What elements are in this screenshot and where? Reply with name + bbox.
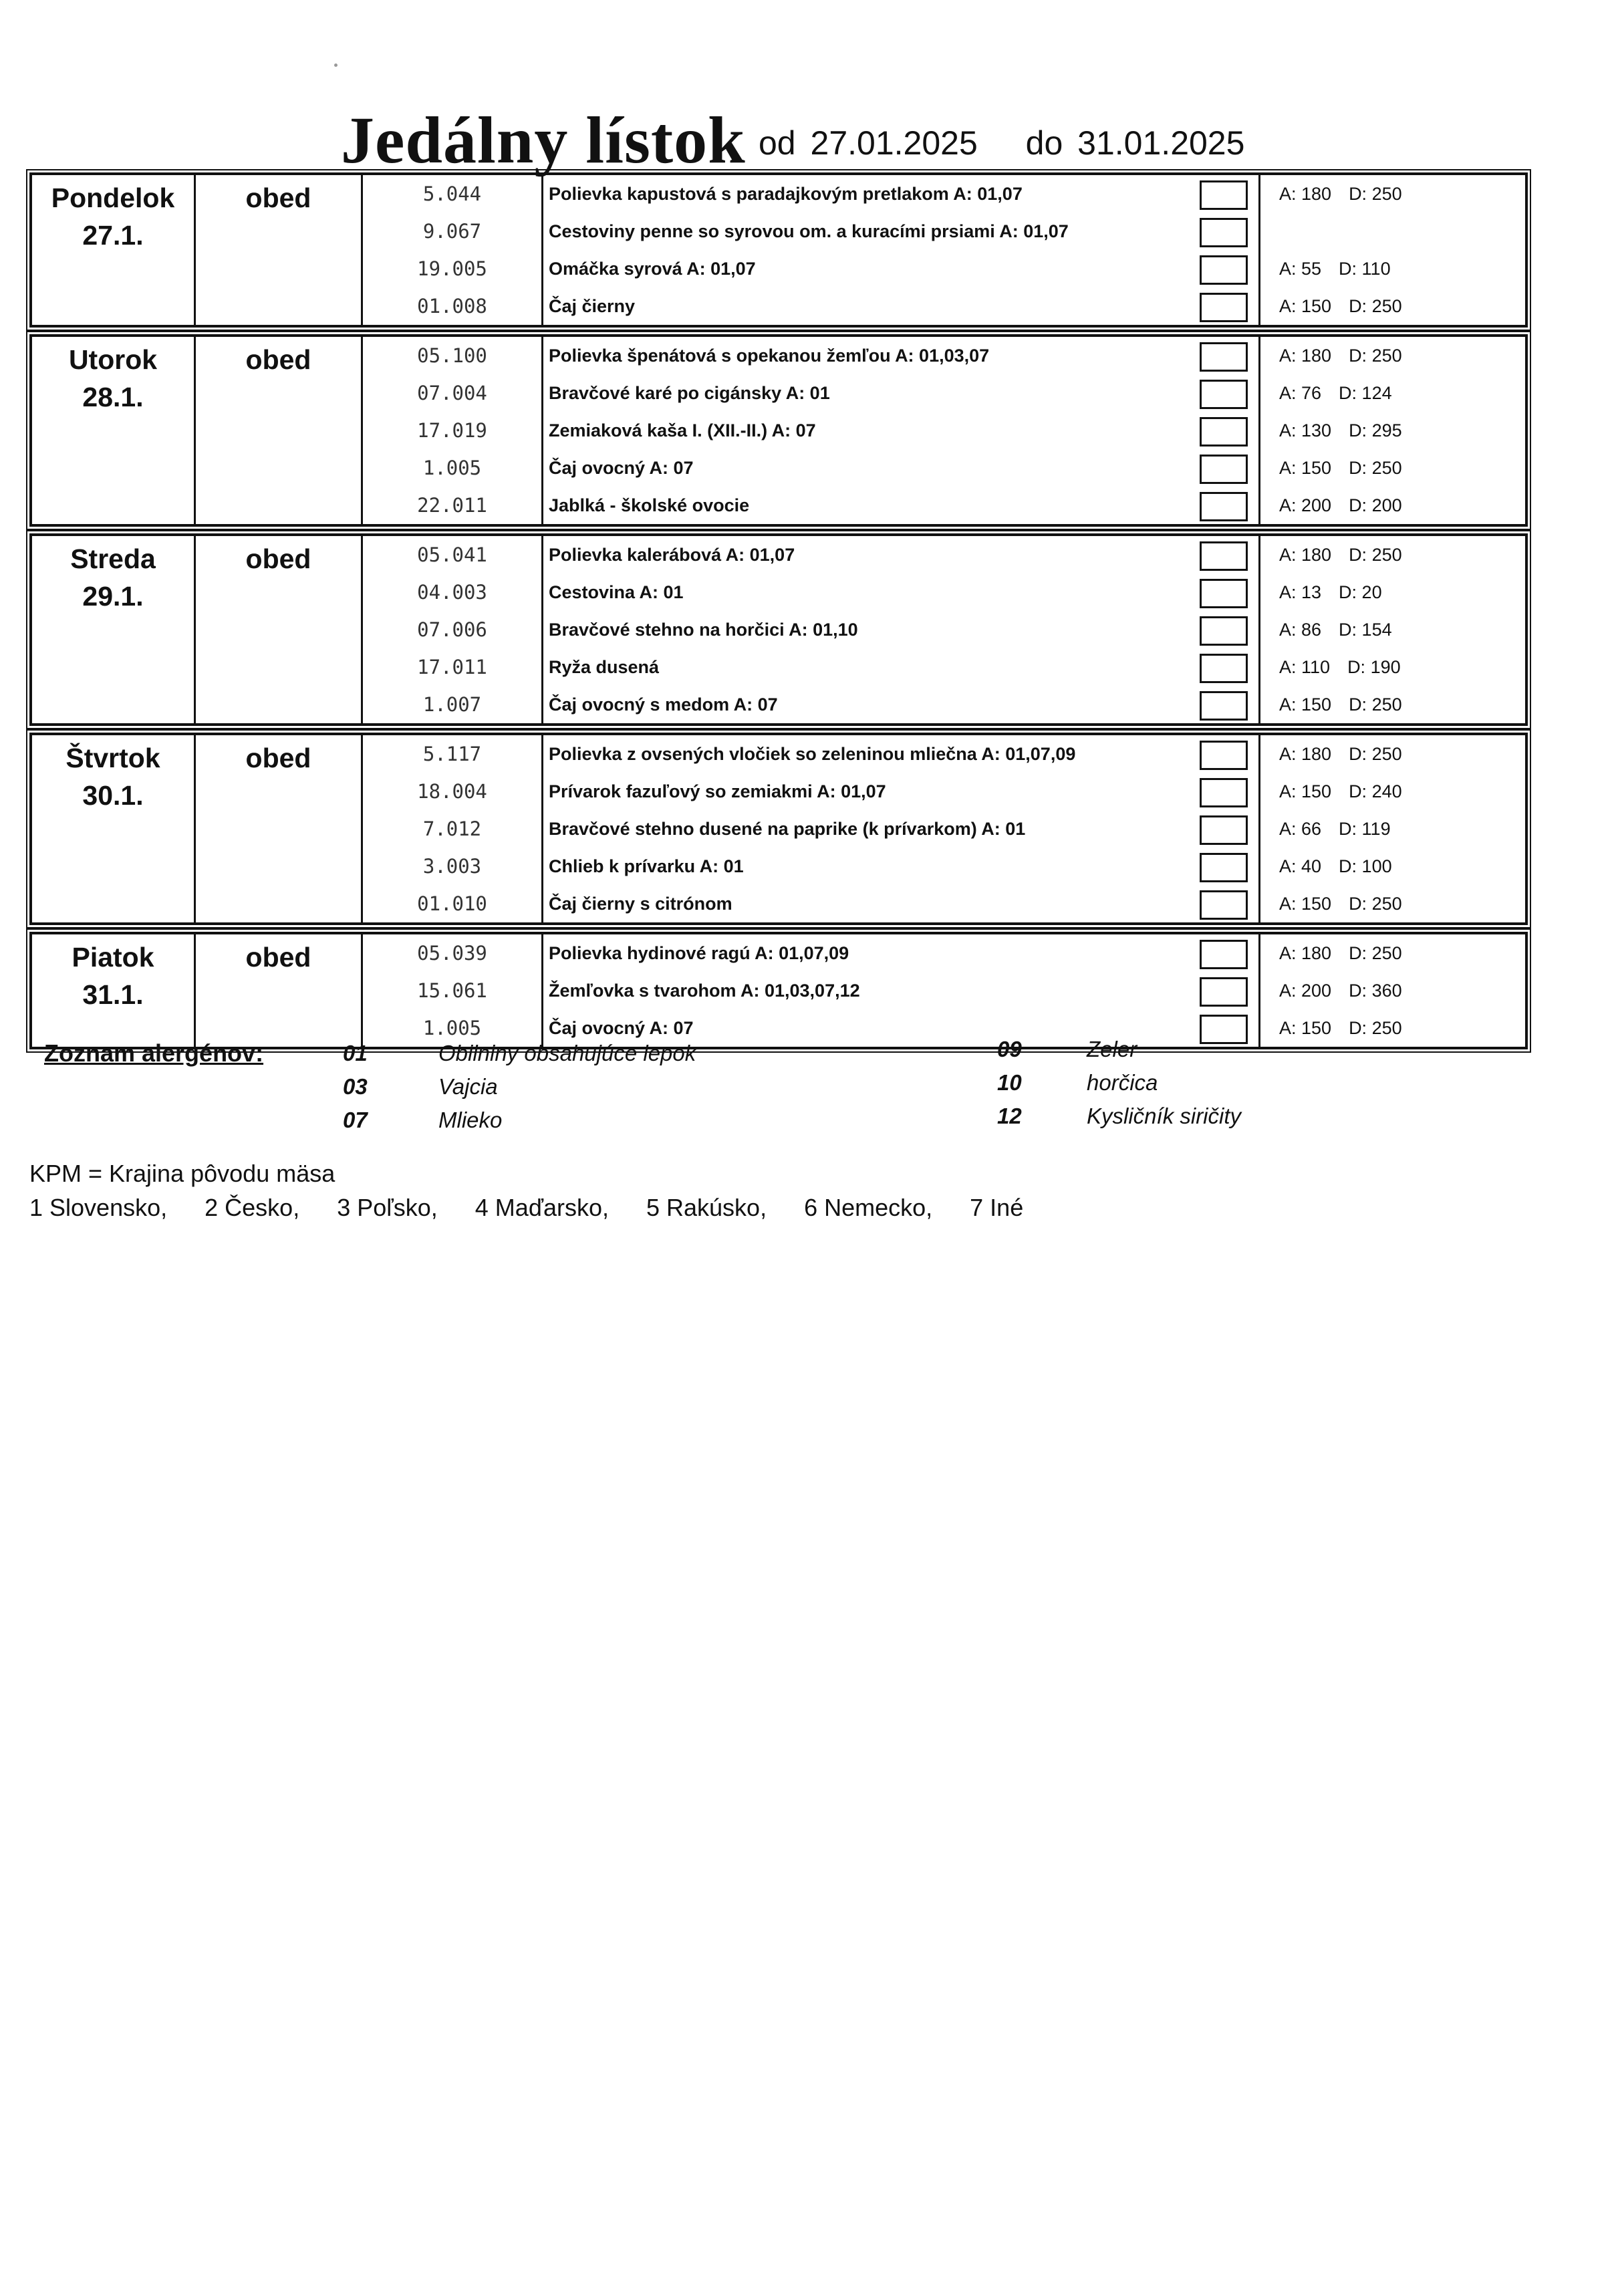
- menu-row: [363, 374, 1525, 412]
- dish-name: Omáčka syrová A: 01,07: [549, 259, 756, 279]
- menu-row: [363, 848, 1525, 885]
- dish-name: Polievka hydinové ragú A: 01,07,09: [549, 943, 849, 963]
- portion-a: A: 66: [1279, 819, 1322, 839]
- dish-name: Cestovina A: 01: [549, 582, 684, 602]
- allergen-list-title: Zoznam alergénov:: [44, 1039, 264, 1067]
- portion-d: D: 154: [1339, 620, 1392, 640]
- portion-d: D: 250: [1349, 458, 1402, 478]
- dish-code: 04.003: [363, 573, 543, 611]
- order-checkbox[interactable]: [1200, 417, 1248, 447]
- allergen-name: horčica: [1087, 1070, 1158, 1095]
- menu-row: [363, 773, 1525, 810]
- portion-a: A: 13: [1279, 582, 1322, 602]
- dish-code: 15.061: [363, 972, 543, 1009]
- menu-row: [363, 735, 1525, 773]
- menu-table: [29, 172, 1528, 1056]
- page-title: Jedálny lístok: [341, 103, 746, 177]
- dish-name: Jablká - školské ovocie: [549, 495, 750, 515]
- dish-code: 7.012: [363, 810, 543, 848]
- order-checkbox[interactable]: [1200, 579, 1248, 608]
- portion-a: A: 180: [1279, 744, 1332, 764]
- dish-name: Čaj ovocný s medom A: 07: [549, 694, 778, 715]
- dish-name: Bravčové stehno dusené na paprike (k prívarkom) A: 01: [549, 819, 1026, 839]
- country-item: 6 Nemecko,: [804, 1194, 933, 1221]
- dish-code: 5.044: [363, 175, 543, 213]
- day-block: [29, 733, 1528, 925]
- dish-code: 18.004: [363, 773, 543, 810]
- dish-code: 1.007: [363, 686, 543, 723]
- dish-code: 05.100: [363, 337, 543, 374]
- portion-sizes: [1258, 773, 1402, 810]
- day-date: 27.1.: [82, 220, 144, 251]
- day-block: [29, 334, 1528, 527]
- order-checkbox[interactable]: [1200, 977, 1248, 1007]
- dish-code: 1.005: [363, 449, 543, 487]
- menu-row: [363, 536, 1525, 573]
- order-checkbox[interactable]: [1200, 293, 1248, 322]
- allergen-code: 09: [997, 1037, 1022, 1061]
- portion-sizes: [1258, 449, 1402, 487]
- order-checkbox[interactable]: [1200, 853, 1248, 882]
- portion-a: A: 86: [1279, 620, 1322, 640]
- portion-a: A: 200: [1279, 981, 1332, 1001]
- dish-name: Bravčové stehno na horčici A: 01,10: [549, 620, 858, 640]
- order-checkbox[interactable]: [1200, 741, 1248, 770]
- day-label: [32, 735, 196, 922]
- menu-row: [363, 337, 1525, 374]
- portion-sizes: [1258, 686, 1402, 723]
- allergen-code: 01: [343, 1041, 368, 1065]
- country-item: 2 Česko,: [205, 1194, 300, 1221]
- day-label: [32, 536, 196, 723]
- day-date: 30.1.: [82, 780, 144, 811]
- order-checkbox[interactable]: [1200, 455, 1248, 484]
- portion-sizes: [1258, 412, 1402, 449]
- dish-code: 5.117: [363, 735, 543, 773]
- country-item: 5 Rakúsko,: [646, 1194, 767, 1221]
- portion-a: A: 150: [1279, 296, 1332, 316]
- day-label: [32, 934, 196, 1047]
- dish-name: Žemľovka s tvarohom A: 01,03,07,12: [549, 981, 860, 1001]
- portion-sizes: [1258, 250, 1391, 287]
- portion-d: D: 100: [1339, 856, 1392, 876]
- dish-name: Prívarok fazuľový so zemiakmi A: 01,07: [549, 781, 886, 801]
- portion-sizes: [1258, 735, 1402, 773]
- order-checkbox[interactable]: [1200, 616, 1248, 646]
- menu-row: [363, 573, 1525, 611]
- portion-sizes: [1258, 648, 1401, 686]
- order-checkbox[interactable]: [1200, 815, 1248, 845]
- portion-sizes: [1258, 573, 1382, 611]
- order-checkbox[interactable]: [1200, 1015, 1248, 1044]
- portion-d: D: 119: [1339, 819, 1391, 839]
- portion-d: D: 20: [1339, 582, 1382, 602]
- portion-d: D: 250: [1349, 184, 1402, 204]
- scan-speck: [334, 63, 338, 67]
- order-checkbox[interactable]: [1200, 778, 1248, 807]
- portion-a: A: 180: [1279, 943, 1332, 963]
- portion-d: D: 200: [1349, 495, 1402, 515]
- dish-name: Ryža dusená: [549, 657, 660, 677]
- order-checkbox[interactable]: [1200, 541, 1248, 571]
- portion-sizes: [1258, 487, 1402, 524]
- dish-code: 19.005: [363, 250, 543, 287]
- portion-sizes: [1258, 536, 1402, 573]
- dish-name: Čaj ovocný A: 07: [549, 458, 694, 478]
- day-block: [29, 533, 1528, 726]
- country-item: 3 Poľsko,: [337, 1194, 438, 1221]
- day-block: [29, 932, 1528, 1049]
- day-date: 31.1.: [82, 979, 144, 1010]
- menu-row: [363, 972, 1525, 1009]
- portion-sizes: [1258, 848, 1392, 885]
- day-date: 29.1.: [82, 581, 144, 612]
- portion-a: A: 150: [1279, 694, 1332, 715]
- dish-name: Bravčové karé po cigánsky A: 01: [549, 383, 830, 403]
- order-checkbox[interactable]: [1200, 940, 1248, 969]
- allergen-code: 03: [343, 1074, 368, 1099]
- day-block: [29, 172, 1528, 328]
- portion-a: A: 180: [1279, 545, 1332, 565]
- dish-name: Polievka kalerábová A: 01,07: [549, 545, 795, 565]
- menu-row: [363, 250, 1525, 287]
- portion-a: A: 40: [1279, 856, 1322, 876]
- dish-name: Cestoviny penne so syrovou om. a kuracími prsiami A: 01,07: [549, 221, 1069, 241]
- menu-row: [363, 287, 1525, 325]
- portion-sizes: [1258, 885, 1402, 922]
- day-label: [32, 175, 196, 325]
- portion-sizes: [1258, 972, 1402, 1009]
- dish-code: 05.039: [363, 934, 543, 972]
- dish-code: 05.041: [363, 536, 543, 573]
- meal-type: obed: [196, 175, 363, 325]
- menu-row: [363, 213, 1525, 250]
- portion-d: D: 250: [1349, 296, 1402, 316]
- country-item: 7 Iné: [970, 1194, 1024, 1221]
- date-to: do 31.01.2025: [1025, 124, 1245, 162]
- portion-d: D: 250: [1349, 894, 1402, 914]
- dish-code: 17.019: [363, 412, 543, 449]
- portion-a: A: 55: [1279, 259, 1322, 279]
- date-range: [759, 116, 1278, 170]
- order-checkbox[interactable]: [1200, 218, 1248, 247]
- portion-a: A: 180: [1279, 184, 1332, 204]
- portion-a: A: 150: [1279, 458, 1332, 478]
- menu-row: [363, 686, 1525, 723]
- order-checkbox[interactable]: [1200, 492, 1248, 521]
- portion-a: A: 110: [1279, 657, 1331, 677]
- meal-type: obed: [196, 337, 363, 524]
- portion-d: D: 250: [1349, 694, 1402, 715]
- country-item: 1 Slovensko,: [29, 1194, 168, 1221]
- day-name: Streda: [70, 543, 156, 574]
- dish-code: 07.004: [363, 374, 543, 412]
- dish-name: Chlieb k prívarku A: 01: [549, 856, 744, 876]
- menu-row: [363, 810, 1525, 848]
- order-checkbox[interactable]: [1200, 691, 1248, 721]
- day-name: Utorok: [68, 344, 158, 375]
- day-date: 28.1.: [82, 382, 144, 412]
- kpm-legend: KPM = Krajina pôvodu mäsa: [29, 1160, 336, 1187]
- portion-d: D: 124: [1339, 383, 1392, 403]
- dish-name: Čaj čierny: [549, 296, 636, 316]
- order-checkbox[interactable]: [1200, 342, 1248, 372]
- order-checkbox[interactable]: [1200, 380, 1248, 409]
- day-name: Piatok: [72, 942, 154, 973]
- menu-row: [363, 648, 1525, 686]
- portion-d: D: 240: [1349, 781, 1402, 801]
- portion-a: A: 76: [1279, 383, 1322, 403]
- dish-name: Čaj čierny s citrónom: [549, 894, 732, 914]
- allergen-name: Obilniny obsahujúce lepok: [438, 1041, 696, 1065]
- portion-d: D: 250: [1349, 545, 1402, 565]
- dish-code: 3.003: [363, 848, 543, 885]
- country-item: 4 Maďarsko,: [475, 1194, 609, 1221]
- day-name: Štvrtok: [65, 743, 160, 773]
- order-checkbox[interactable]: [1200, 180, 1248, 210]
- dish-code: 01.008: [363, 287, 543, 325]
- menu-row: [363, 449, 1525, 487]
- allergen-name: Vajcia: [438, 1074, 498, 1099]
- portion-sizes: [1258, 213, 1297, 250]
- menu-row: [363, 487, 1525, 524]
- menu-row: [363, 885, 1525, 922]
- dish-code: 01.010: [363, 885, 543, 922]
- portion-a: A: 150: [1279, 894, 1332, 914]
- portion-a: A: 180: [1279, 346, 1332, 366]
- dish-name: Zemiaková kaša I. (XII.-II.) A: 07: [549, 420, 816, 440]
- order-checkbox[interactable]: [1200, 255, 1248, 285]
- meal-type: obed: [196, 735, 363, 922]
- portion-sizes: [1258, 374, 1392, 412]
- allergen-code: 12: [997, 1104, 1022, 1128]
- meal-type: obed: [196, 536, 363, 723]
- portion-sizes: [1258, 810, 1391, 848]
- portion-sizes: [1258, 934, 1402, 972]
- date-from: od 27.01.2025: [759, 124, 978, 162]
- day-label: [32, 337, 196, 524]
- meal-type: obed: [196, 934, 363, 1047]
- portion-sizes: [1258, 337, 1402, 374]
- portion-a: A: 150: [1279, 1018, 1332, 1038]
- dish-code: 07.006: [363, 611, 543, 648]
- menu-row: [363, 412, 1525, 449]
- portion-d: D: 250: [1349, 1018, 1402, 1038]
- portion-d: D: 110: [1339, 259, 1391, 279]
- allergen-name: Kysličník siričity: [1087, 1104, 1242, 1128]
- dish-code: 22.011: [363, 487, 543, 524]
- dish-name: Polievka kapustová s paradajkovým pretlakom A: 01,07: [549, 184, 1023, 204]
- page-header: [0, 100, 1610, 180]
- menu-row: [363, 611, 1525, 648]
- portion-d: D: 295: [1349, 420, 1402, 440]
- portion-d: D: 250: [1349, 943, 1402, 963]
- dish-name: Čaj ovocný A: 07: [549, 1018, 694, 1038]
- order-checkbox[interactable]: [1200, 890, 1248, 920]
- dish-code: 17.011: [363, 648, 543, 686]
- portion-d: D: 360: [1349, 981, 1402, 1001]
- dish-name: Polievka z ovsených vločiek so zeleninou mliečna A: 01,07,09: [549, 744, 1076, 764]
- country-list: [29, 1194, 1061, 1222]
- portion-sizes: [1258, 1009, 1402, 1047]
- allergen-code: 10: [997, 1070, 1022, 1095]
- menu-row: [363, 175, 1525, 213]
- dish-code: 9.067: [363, 213, 543, 250]
- portion-a: A: 130: [1279, 420, 1332, 440]
- portion-d: D: 250: [1349, 744, 1402, 764]
- allergen-code: 07: [343, 1108, 368, 1132]
- portion-a: A: 200: [1279, 495, 1332, 515]
- portion-sizes: [1258, 611, 1392, 648]
- portion-a: A: 150: [1279, 781, 1332, 801]
- allergen-name: Mlieko: [438, 1108, 503, 1132]
- portion-sizes: [1258, 175, 1402, 213]
- dish-code: 1.005: [363, 1009, 543, 1047]
- order-checkbox[interactable]: [1200, 654, 1248, 683]
- dish-name: Polievka špenátová s opekanou žemľou A: 01,03,07: [549, 346, 990, 366]
- portion-sizes: [1258, 287, 1402, 325]
- portion-d: D: 250: [1349, 346, 1402, 366]
- portion-d: D: 190: [1347, 657, 1401, 677]
- day-name: Pondelok: [51, 182, 175, 213]
- allergen-name: Zeler: [1087, 1037, 1137, 1061]
- menu-row: [363, 934, 1525, 972]
